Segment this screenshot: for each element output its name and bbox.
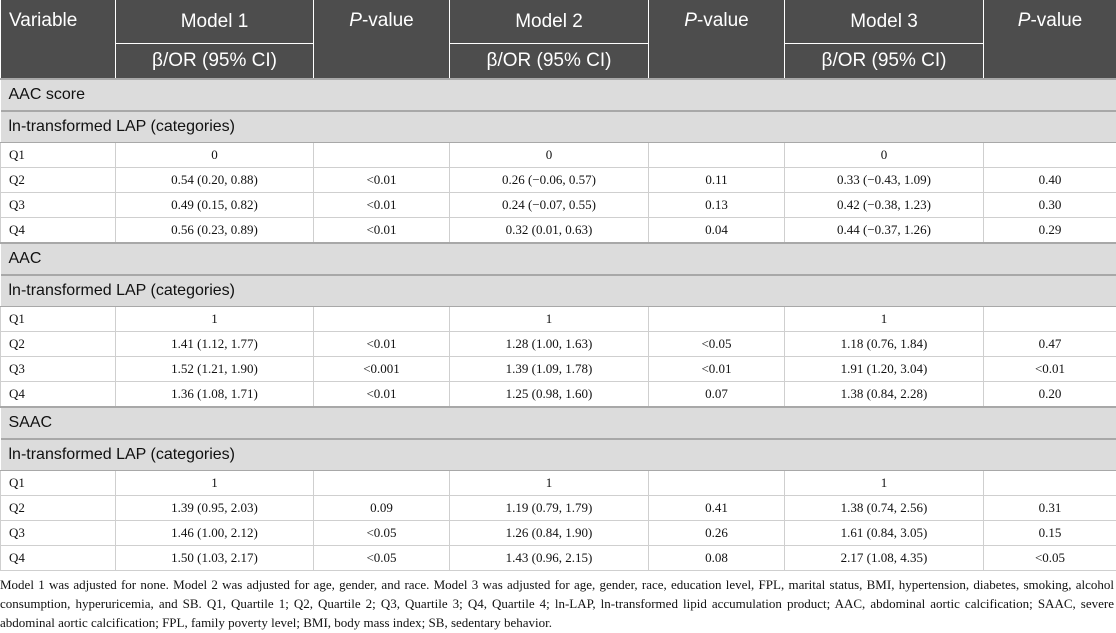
model-2-estimate: 1 (450, 471, 649, 496)
header-effect-2: β/OR (95% CI) (450, 44, 649, 80)
p-value-2: 0.26 (649, 521, 785, 546)
p-value-1: <0.001 (314, 357, 450, 382)
p-value-2: 0.13 (649, 193, 785, 218)
p-suffix: -value (1030, 10, 1083, 31)
p-value-2 (649, 143, 785, 168)
p-value-1: <0.05 (314, 546, 450, 571)
model-2-estimate: 0 (450, 143, 649, 168)
model-1-estimate: 0.54 (0.20, 0.88) (116, 168, 314, 193)
p-value-3 (984, 307, 1116, 332)
header-p-value-3 (984, 0, 1116, 79)
quartile-label: Q3 (1, 193, 116, 218)
model-1-estimate: 0.56 (0.23, 0.89) (116, 218, 314, 244)
p-value-3: 0.47 (984, 332, 1116, 357)
section-title-row (1, 79, 1116, 111)
model-3-estimate: 1.18 (0.76, 1.84) (785, 332, 984, 357)
model-3-estimate: 1.91 (1.20, 3.04) (785, 357, 984, 382)
p-value-2: 0.04 (649, 218, 785, 244)
model-2-estimate: 1.39 (1.09, 1.78) (450, 357, 649, 382)
model-2-estimate: 1.26 (0.84, 1.90) (450, 521, 649, 546)
model-2-estimate: 1.43 (0.96, 2.15) (450, 546, 649, 571)
model-1-estimate: 1.46 (1.00, 2.12) (116, 521, 314, 546)
quartile-label: Q2 (1, 496, 116, 521)
quartile-label: Q3 (1, 521, 116, 546)
table-row (1, 332, 1116, 357)
table-row (1, 357, 1116, 382)
model-1-estimate: 0.49 (0.15, 0.82) (116, 193, 314, 218)
header-model-2: Model 2 (450, 0, 649, 44)
header-model-1: Model 1 (116, 0, 314, 44)
section-title: AAC (1, 243, 1116, 275)
p-value-1: <0.01 (314, 193, 450, 218)
section-subtitle-row (1, 275, 1116, 307)
p-value-1: <0.01 (314, 382, 450, 408)
header-p-value-1 (314, 0, 450, 79)
p-value-2 (649, 471, 785, 496)
model-3-estimate: 0.33 (−0.43, 1.09) (785, 168, 984, 193)
model-3-estimate: 2.17 (1.08, 4.35) (785, 546, 984, 571)
model-2-estimate: 1.25 (0.98, 1.60) (450, 382, 649, 408)
header-effect-3: β/OR (95% CI) (785, 44, 984, 80)
header-p-value-2 (649, 0, 785, 79)
p-value-2: 0.41 (649, 496, 785, 521)
table-row (1, 143, 1116, 168)
model-3-estimate: 1.38 (0.84, 2.28) (785, 382, 984, 408)
p-value-1: <0.01 (314, 332, 450, 357)
header-variable: Variable (1, 0, 116, 79)
model-1-estimate: 1.52 (1.21, 1.90) (116, 357, 314, 382)
section-title: SAAC (1, 407, 1116, 439)
p-value-2: 0.07 (649, 382, 785, 408)
table-row (1, 521, 1116, 546)
model-2-estimate: 0.26 (−0.06, 0.57) (450, 168, 649, 193)
model-2-estimate: 0.32 (0.01, 0.63) (450, 218, 649, 244)
p-value-1: <0.01 (314, 218, 450, 244)
quartile-label: Q4 (1, 382, 116, 408)
p-value-3: 0.40 (984, 168, 1116, 193)
model-1-estimate: 1.36 (1.08, 1.71) (116, 382, 314, 408)
quartile-label: Q4 (1, 546, 116, 571)
table-row (1, 168, 1116, 193)
p-value-1 (314, 471, 450, 496)
model-3-estimate: 0.44 (−0.37, 1.26) (785, 218, 984, 244)
model-2-estimate: 1 (450, 307, 649, 332)
table-row (1, 496, 1116, 521)
model-1-estimate: 1 (116, 307, 314, 332)
table-row (1, 193, 1116, 218)
section-subtitle: ln-transformed LAP (categories) (1, 111, 1116, 143)
p-value-3: 0.15 (984, 521, 1116, 546)
quartile-label: Q1 (1, 471, 116, 496)
table-row (1, 471, 1116, 496)
section-subtitle: ln-transformed LAP (categories) (1, 439, 1116, 471)
section-subtitle-row (1, 439, 1116, 471)
p-value-1 (314, 307, 450, 332)
p-value-1: <0.05 (314, 521, 450, 546)
p-value-3: 0.20 (984, 382, 1116, 408)
p-value-2 (649, 307, 785, 332)
table-row (1, 307, 1116, 332)
quartile-label: Q2 (1, 332, 116, 357)
model-3-estimate: 1.61 (0.84, 3.05) (785, 521, 984, 546)
section-title: AAC score (1, 79, 1116, 111)
table-body (1, 79, 1116, 571)
p-value-3: <0.05 (984, 546, 1116, 571)
header-effect-1: β/OR (95% CI) (116, 44, 314, 80)
model-2-estimate: 1.28 (1.00, 1.63) (450, 332, 649, 357)
model-2-estimate: 0.24 (−0.07, 0.55) (450, 193, 649, 218)
p-letter: P (684, 10, 697, 31)
p-value-1: 0.09 (314, 496, 450, 521)
model-3-estimate: 0.42 (−0.38, 1.23) (785, 193, 984, 218)
quartile-label: Q1 (1, 307, 116, 332)
model-3-estimate: 1.38 (0.74, 2.56) (785, 496, 984, 521)
quartile-label: Q4 (1, 218, 116, 244)
p-suffix: -value (696, 10, 749, 31)
model-3-estimate: 1 (785, 307, 984, 332)
quartile-label: Q1 (1, 143, 116, 168)
model-1-estimate: 0 (116, 143, 314, 168)
p-suffix: -value (361, 10, 414, 31)
section-subtitle-row (1, 111, 1116, 143)
section-subtitle: ln-transformed LAP (categories) (1, 275, 1116, 307)
p-value-3: 0.30 (984, 193, 1116, 218)
section-title-row (1, 243, 1116, 275)
table-row (1, 382, 1116, 408)
p-value-3: 0.29 (984, 218, 1116, 244)
model-3-estimate: 0 (785, 143, 984, 168)
table-header (1, 0, 1116, 79)
p-value-2: <0.01 (649, 357, 785, 382)
model-1-estimate: 1.50 (1.03, 2.17) (116, 546, 314, 571)
p-value-3: <0.01 (984, 357, 1116, 382)
header-model-3: Model 3 (785, 0, 984, 44)
table-row (1, 546, 1116, 571)
p-value-3 (984, 471, 1116, 496)
quartile-label: Q2 (1, 168, 116, 193)
p-value-3: 0.31 (984, 496, 1116, 521)
p-value-2: 0.11 (649, 168, 785, 193)
quartile-label: Q3 (1, 357, 116, 382)
p-value-1: <0.01 (314, 168, 450, 193)
p-letter: P (1017, 10, 1031, 31)
p-value-2: <0.05 (649, 332, 785, 357)
p-value-2: 0.08 (649, 546, 785, 571)
table-footnote: Model 1 was adjusted for none. Model 2 was adjusted for age, gender, and race. Model 3 was adjusted for age, gender, race, education level, FPL, marital status, BMI, hypertension, diabetes, smoking, alcohol consumption, hyperuricemia, and SB. Q1, Quartile 1; Q2, Quartile 2; Q3, Quartile 3; Q4, Quartile 4; ln-LAP, ln-transformed lipid accumulation product; AAC, abdominal aortic calcification; SAAC, severe abdominal aortic calcification; FPL, family poverty level; BMI, body mass index; SB, sedentary behavior. (0, 577, 1114, 630)
p-letter: P (349, 10, 362, 31)
model-1-estimate: 1 (116, 471, 314, 496)
model-1-estimate: 1.41 (1.12, 1.77) (116, 332, 314, 357)
section-title-row (1, 407, 1116, 439)
p-value-3 (984, 143, 1116, 168)
table-row (1, 218, 1116, 244)
p-value-1 (314, 143, 450, 168)
model-3-estimate: 1 (785, 471, 984, 496)
model-1-estimate: 1.39 (0.95, 2.03) (116, 496, 314, 521)
model-2-estimate: 1.19 (0.79, 1.79) (450, 496, 649, 521)
